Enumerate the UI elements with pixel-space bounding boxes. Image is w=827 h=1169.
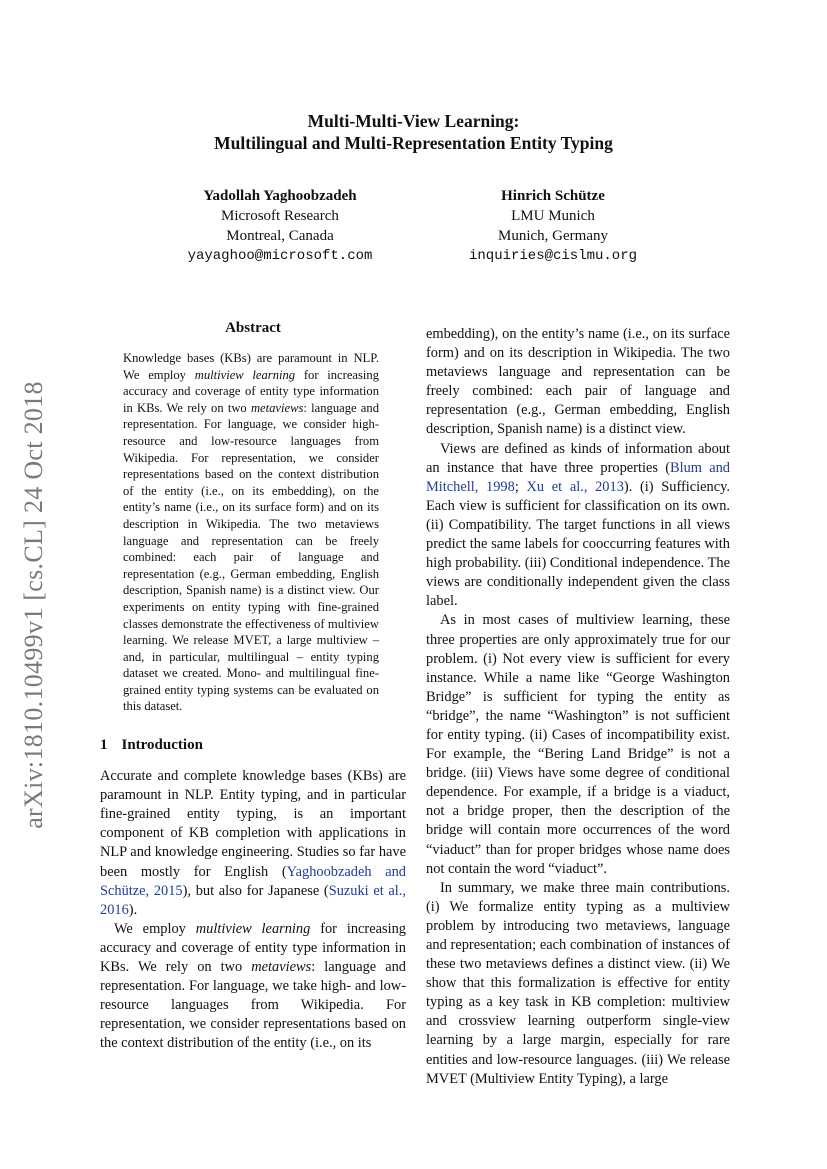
intro-paragraph-2 bbox=[100, 920, 406, 1054]
section-title: Introduction bbox=[121, 737, 203, 754]
paragraph-text: : language and representation. For language, we take high- and low-resource languages from Wikipedia. For representation, we consider representations based on the context distribution of the entity (i.e., on its bbox=[100, 959, 406, 1052]
abstract-text-part: for increasing accuracy and coverage of entity type information in KBs. We rely on two bbox=[123, 367, 380, 415]
abstract-text-part: Knowledge bases (KBs) are paramount in NLP. We employ bbox=[123, 351, 379, 382]
abstract-emphasis: multiview learning bbox=[194, 367, 296, 382]
paragraph-text: Views are defined as kinds of information about an instance that have three properties ( bbox=[426, 440, 730, 476]
title-line-2: Multilingual and Multi-Representation Entity Typing bbox=[214, 133, 613, 153]
citation-link[interactable]: Blum and Mitchell, 1998 bbox=[426, 459, 730, 495]
section-number: 1 bbox=[100, 737, 108, 754]
author-email[interactable]: yayaghoo@microsoft.com bbox=[187, 248, 373, 264]
arxiv-stamp-text: arXiv:1810.10499v1 [cs.CL] 24 Oct 2018 bbox=[19, 381, 48, 829]
author-location: Munich, Germany bbox=[498, 228, 608, 244]
author-name: Yadollah Yaghoobzadeh bbox=[203, 188, 357, 204]
citation-link[interactable]: Suzuki et al., 2016 bbox=[100, 882, 407, 918]
title-line-1: Multi-Multi-View Learning: bbox=[307, 111, 520, 131]
abstract-text-part: : language and representation. For language, we consider high-resource and low-resource languages from Wikipedia. For representation, we consider representations based on the context distribution of the entity (i.e., on its embedding), on the entity’s name (i.e., on its surface form) and on its description in Wikipedia. The two metaviews language and representation can be freely combined: each pair of language and representation (e.g., German embedding, English description, Spanish name) is a distinct view. Our experiments on entity typing with fine-grained classes demonstrate the effectiveness of multiview learning. We release MVET, a large multiview – and, in particular, multilingual – entity typing dataset we created. Mono- and multilingual fine-grained entity typing systems can be evaluated on this dataset. bbox=[123, 400, 379, 714]
paragraph-text: Accurate and complete knowledge bases (KBs) are paramount in NLP. Entity typing, and in particular fine-grained entity typing, is an important component of KB completion with applications in NLP and knowledge engineering. Studies so far have been mostly for English ( bbox=[100, 768, 406, 880]
paragraph-text: ), but also for Japanese ( bbox=[182, 882, 329, 899]
author-affiliation: Microsoft Research bbox=[221, 208, 339, 224]
author-location: Montreal, Canada bbox=[226, 228, 334, 244]
abstract-text bbox=[123, 350, 379, 715]
paragraph-text: ). (i) Sufficiency. Each view is sufficient for classification on its own. (ii) Compatibility. The target functions in all views predict the same labels for cooccurring features with high probability. (iii) Conditional independence. The views are conditionally independent given the class label. bbox=[426, 478, 730, 610]
abstract-heading: Abstract bbox=[225, 320, 281, 336]
paragraph-text: for increasing accuracy and coverage of entity type information in KBs. We rely on two bbox=[100, 920, 406, 975]
author-block-1 bbox=[150, 186, 410, 266]
emphasis-text: multiview learning bbox=[195, 920, 311, 937]
right-paragraph-4: In summary, we make three main contributions. (i) We formalize entity typing as a multiview problem by introducing two metaviews, language and representation; each combination of instances of these two metaviews defines a distinct view. (ii) We show that this formalization is effective for entity typing as a key task in KB completion: multiview and crossview learning outperform single-view learning by a large margin, especially for rare entities and low-resource languages. (iii) We release MVET (Multiview Entity Typing), a large bbox=[426, 879, 730, 1087]
author-block-2 bbox=[423, 186, 683, 266]
citation-link[interactable]: Xu et al., 2013 bbox=[526, 478, 624, 495]
paragraph-text: We employ bbox=[114, 920, 196, 937]
right-paragraph-1: embedding), on the entity’s name (i.e., on its surface form) and on its description in Wikipedia. The two metaviews language and representation can be freely combined: each pair of language and representation (e.g., German embedding, English description, Spanish name) is a distinct view. bbox=[426, 326, 730, 438]
emphasis-text: metaviews bbox=[251, 959, 312, 975]
citation-link[interactable]: Yaghoobzadeh and Schütze, 2015 bbox=[100, 863, 406, 899]
author-affiliation: LMU Munich bbox=[511, 208, 595, 224]
right-paragraph-2 bbox=[426, 440, 730, 612]
author-email[interactable]: inquiries@cislmu.org bbox=[468, 248, 638, 264]
section-heading-introduction bbox=[100, 737, 406, 754]
paper-title bbox=[0, 110, 827, 154]
right-paragraph-3: As in most cases of multiview learning, these three properties are only approximately true for our problem. (i) Not every view is sufficient for every instance. While a name like “George Washington Bridge” is sufficient for typing the entity as “bridge”, the name “Washington” is not sufficient for entity typing. (ii) Cases of incompatibility exist. For example, the “Bering Land Bridge” is not a bridge. (iii) Views have some degree of conditional dependence. For example, if a bridge is a viaduct, not a bridge proper, then the description of the bridge will contain more occurrences of the word “viaduct” than for proper bridges whose name does not contain the word “viaduct”. bbox=[426, 612, 730, 877]
arxiv-stamp bbox=[14, 360, 54, 850]
left-column bbox=[100, 320, 406, 1053]
right-column bbox=[426, 325, 730, 1089]
author-name: Hinrich Schütze bbox=[501, 188, 605, 204]
abstract-emphasis: metaviews bbox=[250, 400, 304, 415]
paragraph-text: ; bbox=[514, 478, 527, 495]
intro-paragraph-1 bbox=[100, 767, 406, 920]
paragraph-text: ). bbox=[128, 901, 138, 918]
